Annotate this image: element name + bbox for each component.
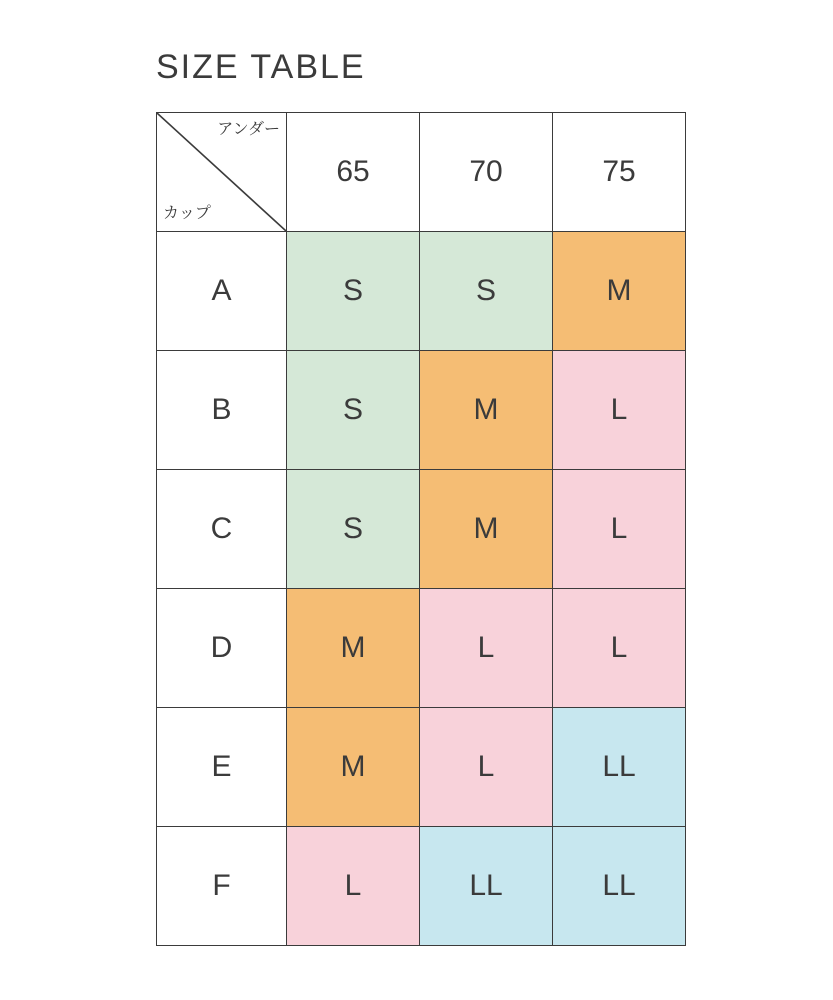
row-header-1: B <box>157 351 287 470</box>
row-header-4: E <box>157 708 287 827</box>
cell-B-75: L <box>553 351 686 470</box>
table-row <box>157 470 686 589</box>
table-row <box>157 827 686 946</box>
cell-C-65: S <box>287 470 420 589</box>
cell-B-70: M <box>420 351 553 470</box>
row-header-3: D <box>157 589 287 708</box>
cell-C-75: L <box>553 470 686 589</box>
size-table-container <box>156 112 686 946</box>
cell-D-65: M <box>287 589 420 708</box>
cell-F-65: L <box>287 827 420 946</box>
table-row <box>157 589 686 708</box>
row-header-2: C <box>157 470 287 589</box>
cell-E-65: M <box>287 708 420 827</box>
cell-A-70: S <box>420 232 553 351</box>
axis-label-cup: カップ <box>163 205 211 222</box>
table-header-row <box>157 113 686 232</box>
cell-B-65: S <box>287 351 420 470</box>
cell-C-70: M <box>420 470 553 589</box>
row-header-5: F <box>157 827 287 946</box>
table-row <box>157 232 686 351</box>
table-row <box>157 351 686 470</box>
cell-A-75: M <box>553 232 686 351</box>
size-table <box>156 112 686 946</box>
cell-E-75: LL <box>553 708 686 827</box>
column-header-2: 75 <box>553 113 686 232</box>
cell-E-70: L <box>420 708 553 827</box>
column-header-1: 70 <box>420 113 553 232</box>
cell-F-70: LL <box>420 827 553 946</box>
cell-D-70: L <box>420 589 553 708</box>
table-row <box>157 708 686 827</box>
column-header-0: 65 <box>287 113 420 232</box>
axis-label-under: アンダー <box>217 121 280 138</box>
row-header-0: A <box>157 232 287 351</box>
table-corner-cell <box>157 113 287 232</box>
cell-D-75: L <box>553 589 686 708</box>
cell-A-65: S <box>287 232 420 351</box>
page-title: SIZE TABLE <box>156 48 366 86</box>
cell-F-75: LL <box>553 827 686 946</box>
